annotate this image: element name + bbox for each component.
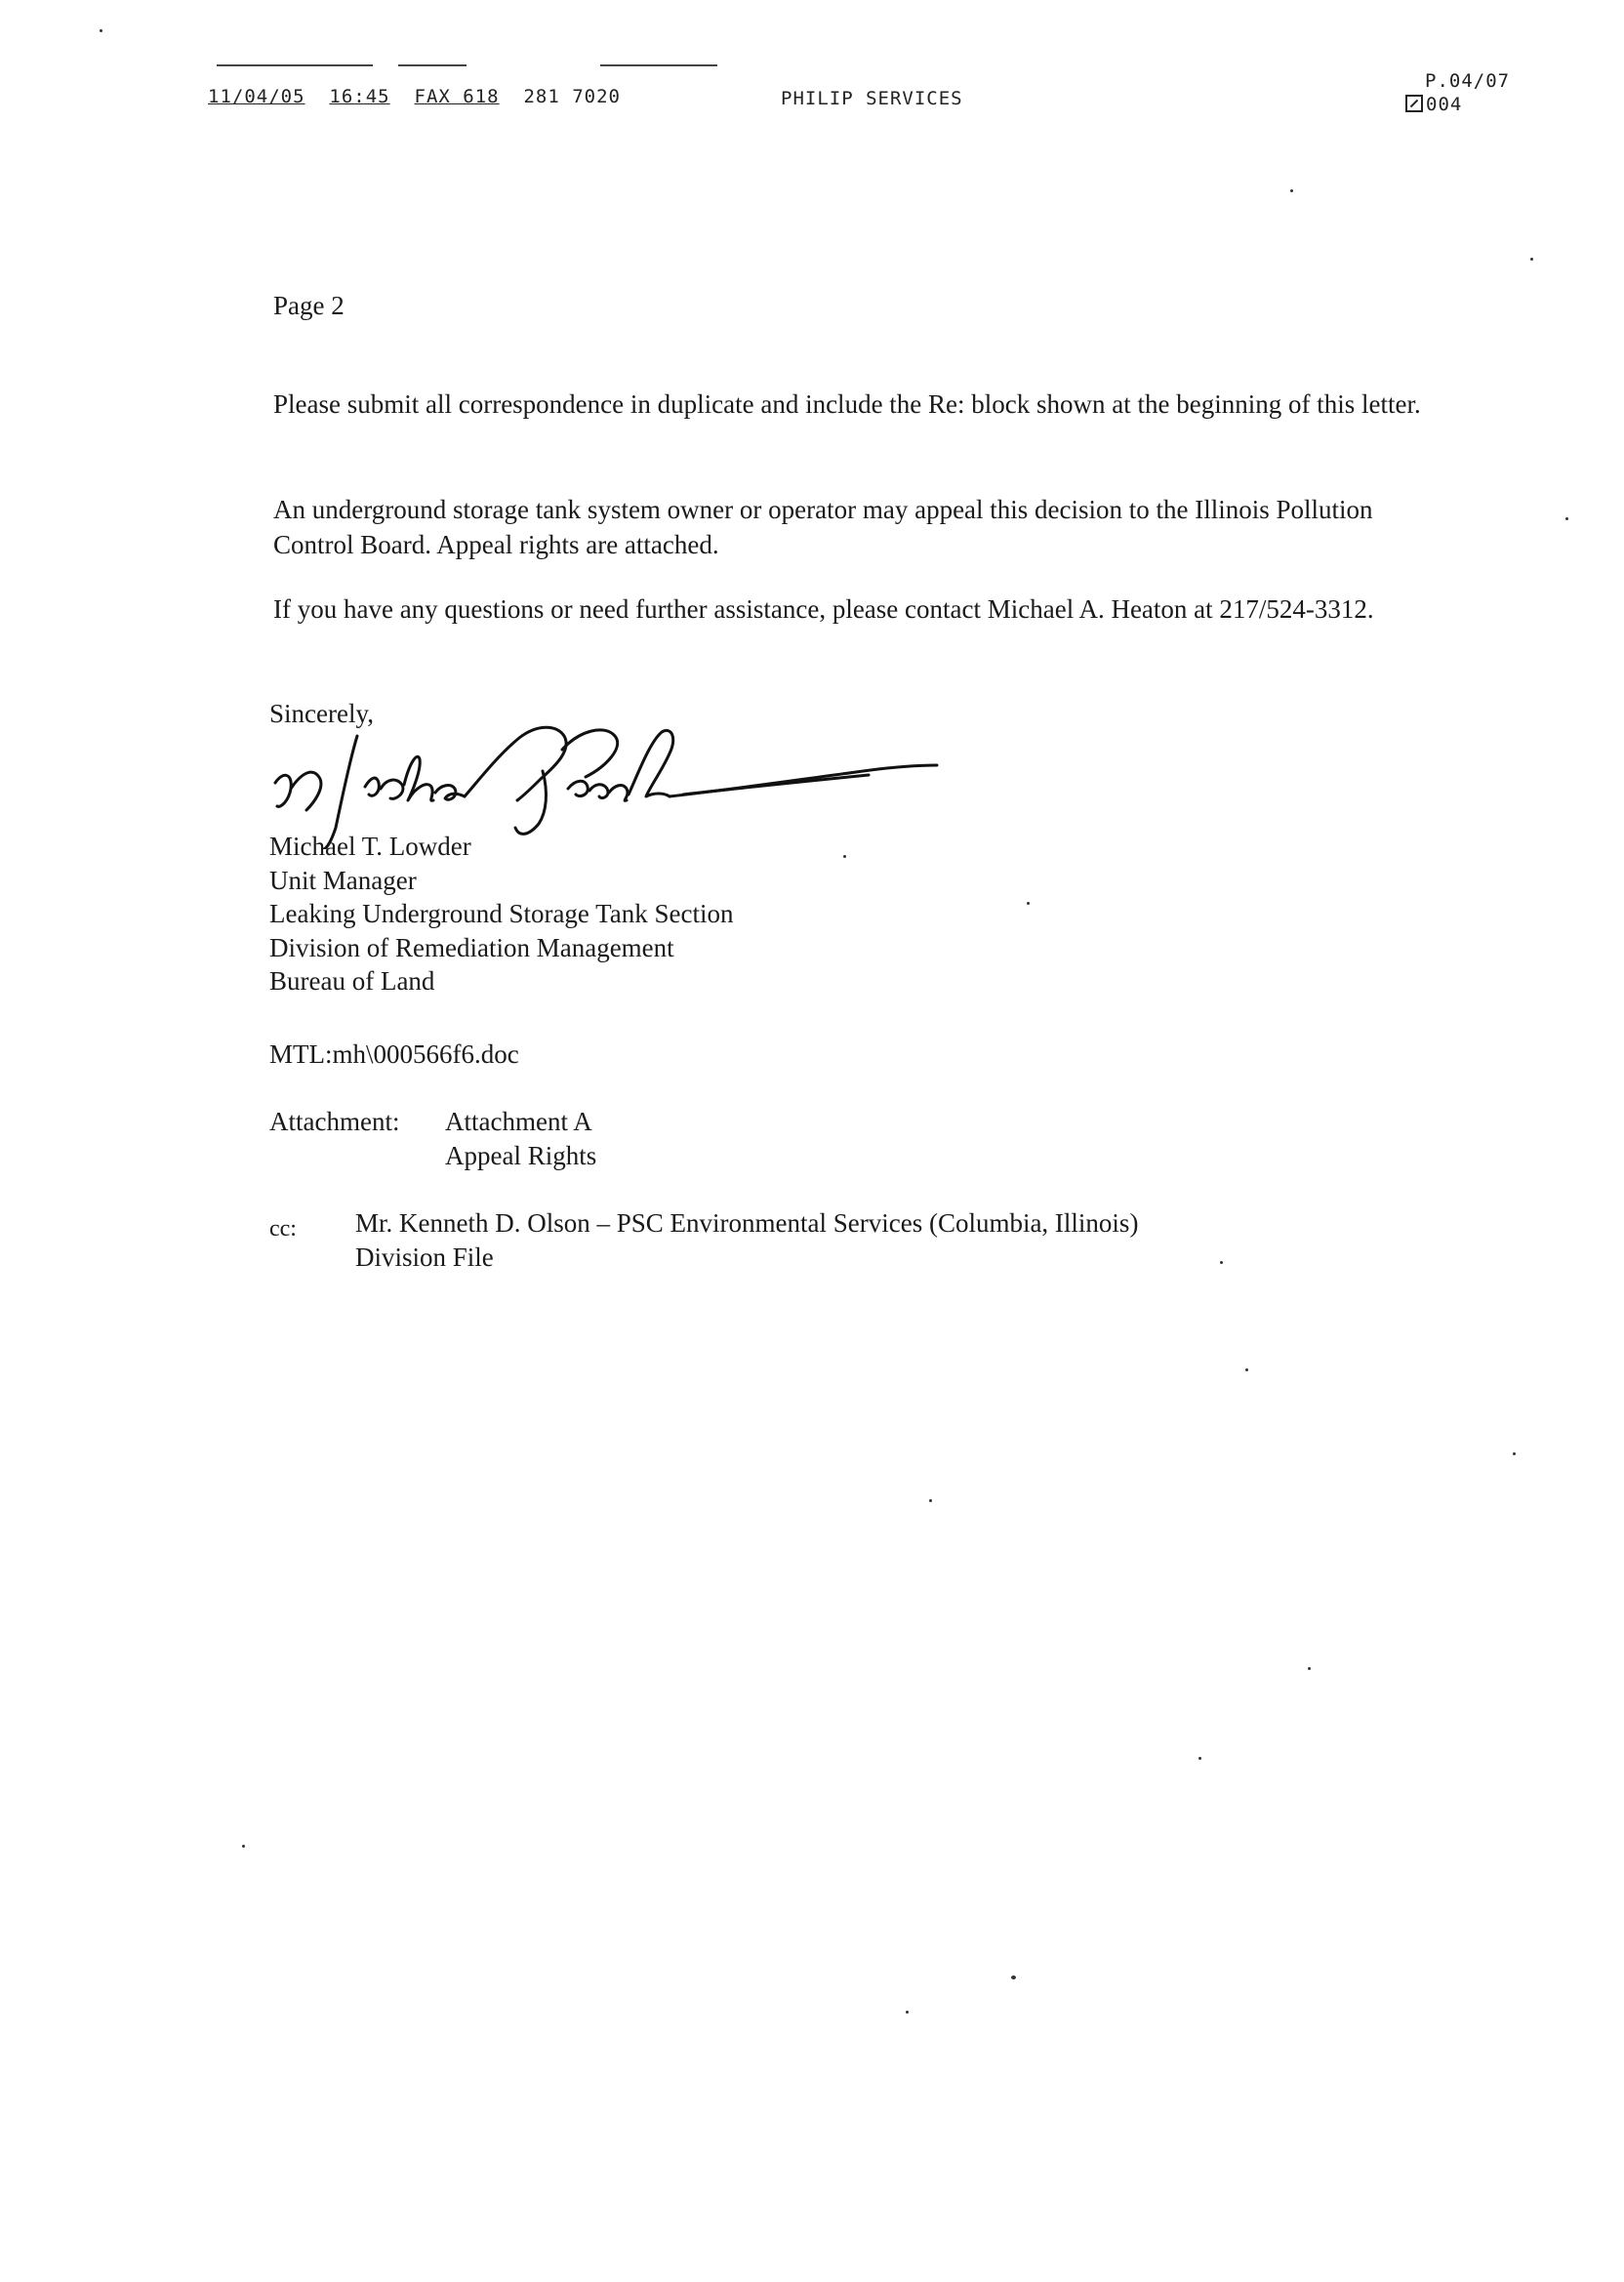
cc-item: Mr. Kenneth D. Olson – PSC Environmental Services (Columbia, Illinois)	[355, 1208, 1139, 1238]
fax-code-text: 004	[1426, 94, 1463, 115]
fax-number: 281 7020	[523, 86, 621, 107]
fax-date: 11/04/05	[208, 86, 305, 107]
fax-header-smudge	[600, 64, 717, 70]
fax-header-smudge	[398, 64, 467, 70]
scan-speck	[906, 2011, 909, 2014]
signer-section: Leaking Underground Storage Tank Section	[269, 899, 734, 928]
scan-speck	[100, 29, 102, 32]
signer-name: Michael T. Lowder	[269, 832, 471, 861]
fax-box-icon	[1405, 95, 1423, 112]
page-label: Page 2	[273, 291, 345, 320]
attachment-label: Attachment:	[269, 1107, 400, 1136]
scan-speck	[1290, 189, 1293, 192]
scan-speck	[1245, 1368, 1248, 1371]
cc-label: cc:	[269, 1216, 297, 1242]
document-reference: MTL:mh\000566f6.doc	[269, 1039, 519, 1069]
fax-label: FAX 618	[414, 86, 500, 107]
closing: Sincerely,	[269, 699, 374, 728]
scan-speck	[929, 1499, 932, 1502]
fax-header-left	[208, 86, 621, 107]
paragraph-contact: If you have any questions or need further assistance, please contact Michael A. Heaton at 217/524-3312.	[273, 594, 1374, 624]
signer-title: Unit Manager	[269, 865, 417, 895]
scan-speck	[1308, 1667, 1311, 1670]
scan-speck	[242, 1845, 245, 1848]
fax-header-smudge	[217, 64, 373, 70]
attachment-list	[445, 1105, 596, 1173]
cc-list	[355, 1206, 1138, 1275]
scan-speck	[1198, 1757, 1201, 1760]
paragraph-correspondence: Please submit all correspondence in duplicate and include the Re: block shown at the beginning of this letter.	[273, 389, 1421, 419]
handwritten-signature	[264, 703, 947, 849]
scan-speck	[843, 855, 846, 858]
signer-bureau: Bureau of Land	[269, 966, 435, 996]
scan-speck	[1027, 902, 1030, 905]
fax-sender: PHILIP SERVICES	[781, 88, 963, 109]
cc-item: Division File	[355, 1243, 494, 1272]
signer-division: Division of Remediation Management	[269, 932, 674, 962]
fax-page-number: P.04/07	[1425, 70, 1511, 92]
paragraph-appeal: An underground storage tank system owner or operator may appeal this decision to the Illinois Pollution Control Board. Appeal rights are attached.	[273, 495, 1373, 559]
fax-code	[1405, 94, 1462, 115]
signer-block	[269, 830, 734, 998]
scan-speck	[1513, 1452, 1516, 1455]
attachment-item: Appeal Rights	[445, 1141, 597, 1170]
scan-speck	[1011, 1976, 1016, 1979]
fax-time: 16:45	[329, 86, 390, 107]
scan-speck	[1530, 258, 1533, 261]
scan-speck	[1220, 1261, 1223, 1264]
attachment-item: Attachment A	[445, 1107, 592, 1136]
scan-speck	[1565, 517, 1568, 520]
